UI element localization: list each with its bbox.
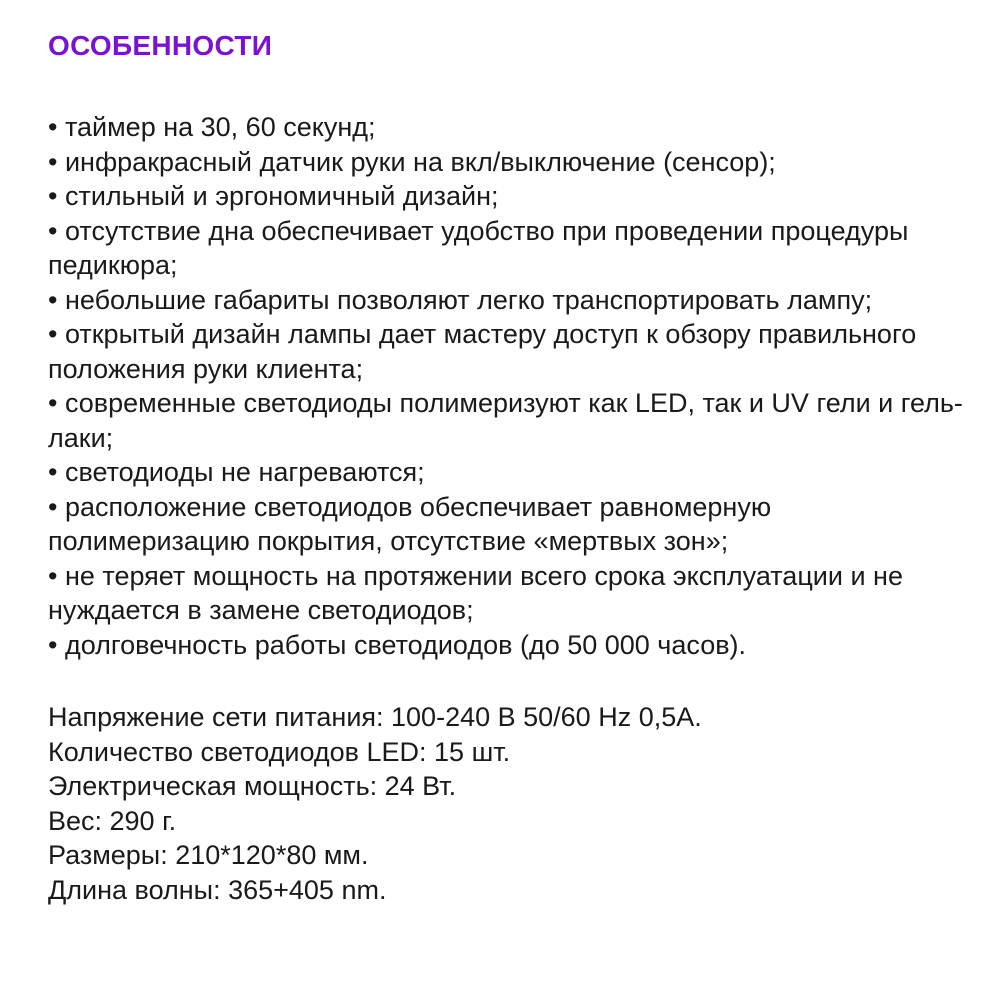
spec-dimensions: Размеры: 210*120*80 мм. xyxy=(48,840,369,870)
feature-item: • открытый дизайн лампы дает мастеру доступ к обзору правильного положения руки клиента; xyxy=(48,319,917,384)
feature-item: • небольшие габариты позволяют легко транспортировать лампу; xyxy=(48,284,873,315)
spec-voltage: Напряжение сети питания: 100-240 В 50/60 Hz 0,5А. xyxy=(48,702,702,732)
page-title: ОСОБЕННОСТИ xyxy=(48,30,273,61)
feature-item: • современные светодиоды полимеризуют как LED, так и UV гели и гель-лаки; xyxy=(48,388,963,453)
spec-led-count: Количество светодиодов LED: 15 шт. xyxy=(48,736,511,767)
specs-list xyxy=(48,700,970,907)
feature-item: • долговечность работы светодиодов (до 50 000 часов). xyxy=(48,629,747,660)
feature-item: • светодиоды не нагреваются; xyxy=(48,457,425,487)
features-list xyxy=(48,110,970,662)
feature-item: • таймер на 30, 60 секунд; xyxy=(48,112,376,142)
feature-item: • стильный и эргономичный дизайн; xyxy=(48,181,499,211)
feature-item: • не теряет мощность на протяжении всего срока эксплуатации и не нуждается в замене светодиодов; xyxy=(48,560,903,625)
spec-power: Электрическая мощность: 24 Вт. xyxy=(48,771,457,801)
spec-wavelength: Длина волны: 365+405 nm. xyxy=(48,874,387,905)
feature-item: • отсутствие дна обеспечивает удобство при проведении процедуры педикюра; xyxy=(48,215,909,280)
spec-weight: Вес: 290 г. xyxy=(48,805,177,836)
feature-item: • расположение светодиодов обеспечивает равномерную полимеризацию покрытия, отсутствие «мертвых зон»; xyxy=(48,491,772,556)
feature-item: • инфракрасный датчик руки на вкл/выключение (сенсор); xyxy=(48,146,776,177)
